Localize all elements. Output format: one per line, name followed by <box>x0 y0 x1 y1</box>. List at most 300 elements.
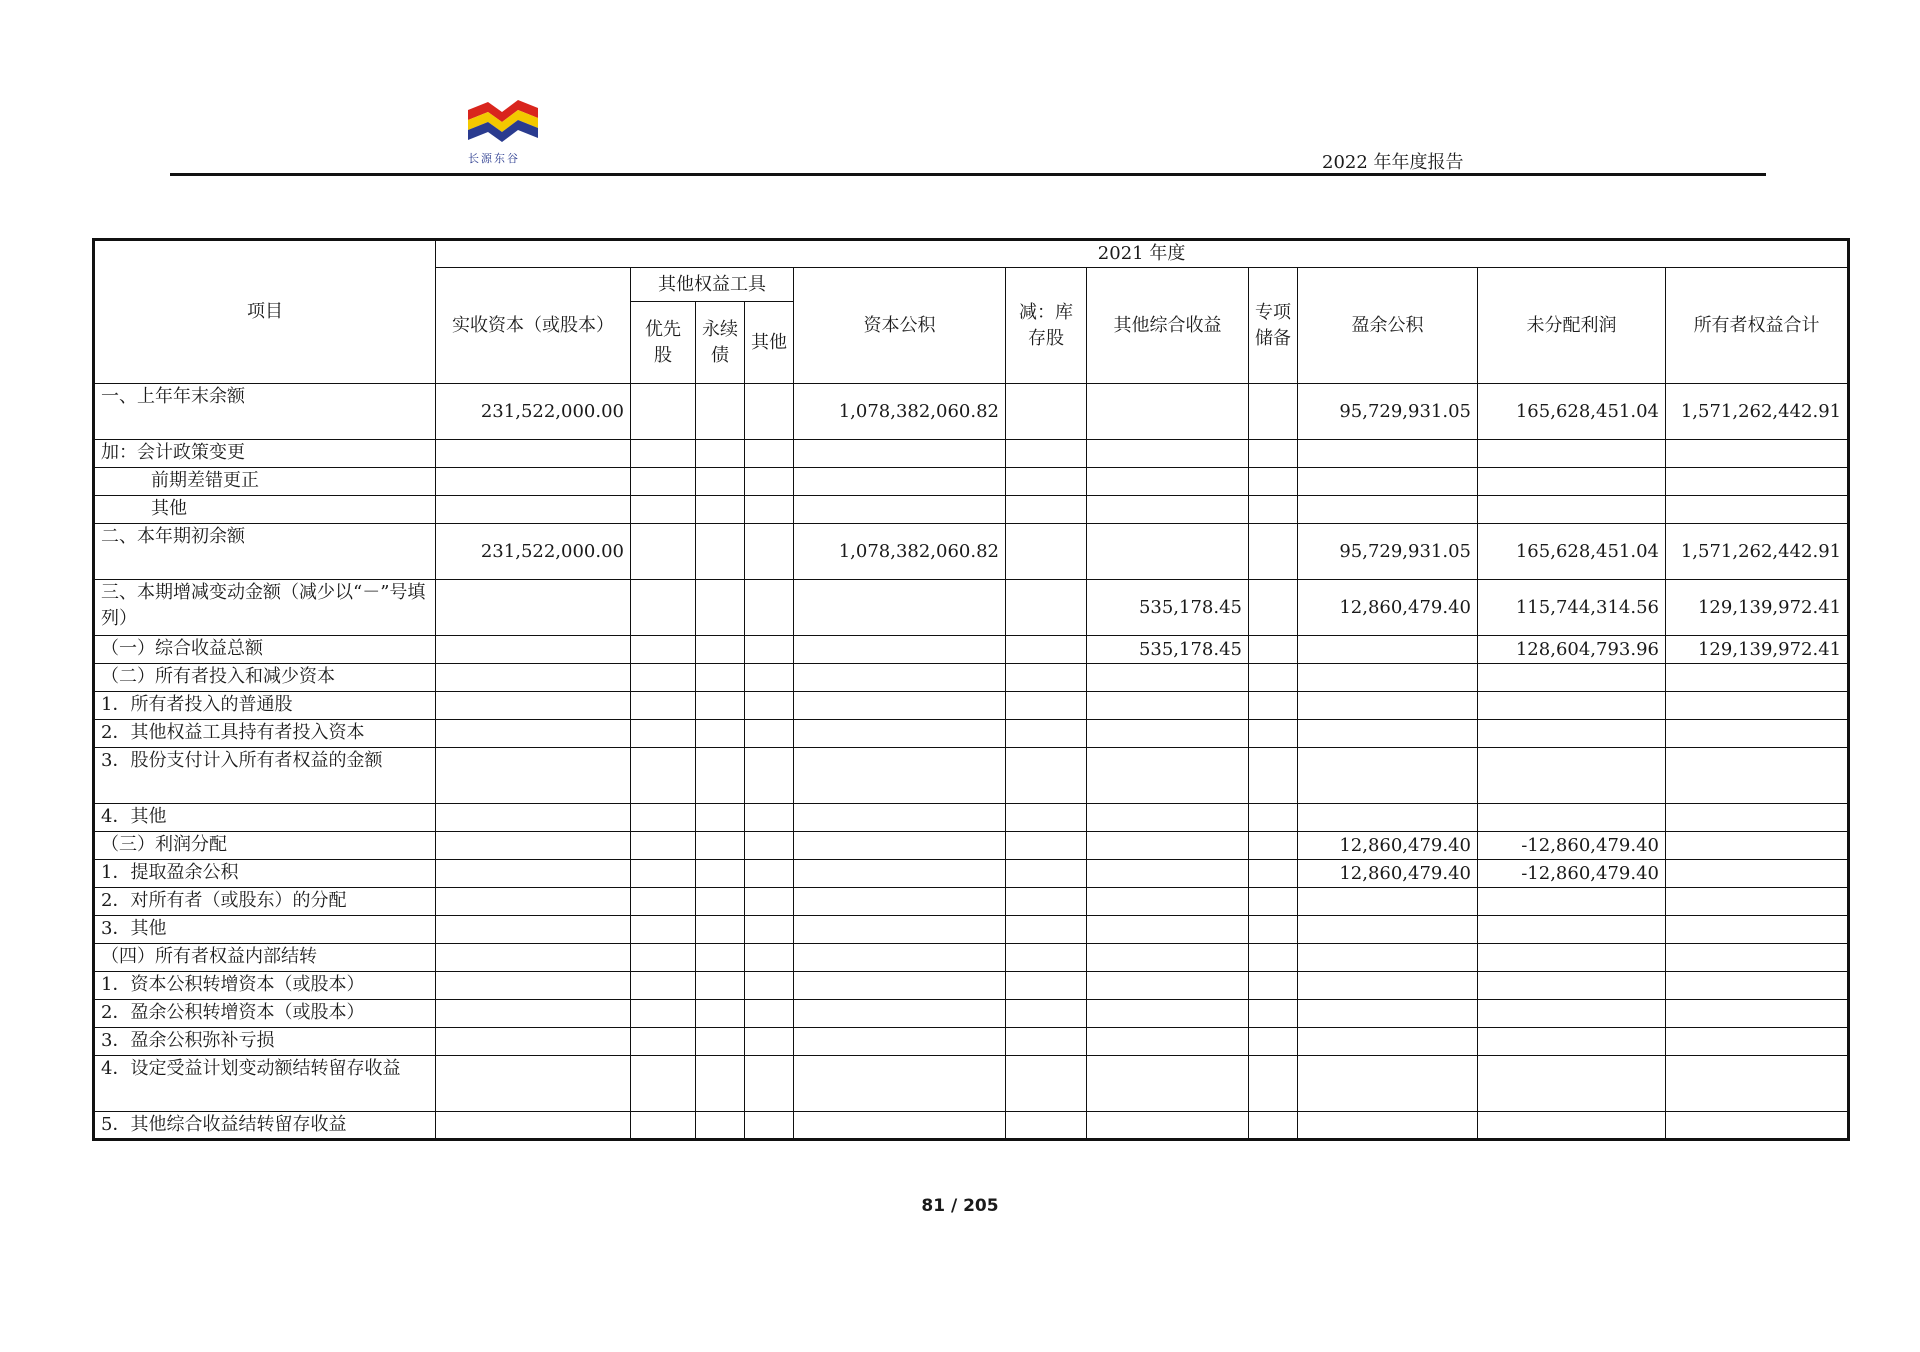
col-header-treasury-stock: 减：库存股 <box>1006 268 1087 384</box>
value-cell <box>1249 636 1298 664</box>
value-cell <box>794 804 1006 832</box>
value-cell <box>696 496 745 524</box>
value-cell <box>631 916 696 944</box>
value-cell <box>1006 832 1087 860</box>
value-cell <box>794 748 1006 804</box>
value-cell <box>745 664 794 692</box>
value-cell <box>696 580 745 636</box>
value-cell <box>1249 496 1298 524</box>
table-row <box>94 804 1849 832</box>
table-row <box>94 916 1849 944</box>
value-cell <box>1249 888 1298 916</box>
table-row <box>94 580 1849 636</box>
value-cell <box>1006 916 1087 944</box>
value-cell <box>1298 1028 1478 1056</box>
value-cell <box>696 972 745 1000</box>
row-label: 三、本期增减变动金额（减少以“－”号填列） <box>94 580 436 636</box>
value-cell <box>1006 860 1087 888</box>
page-number: 81 / 205 <box>921 1196 999 1216</box>
value-cell <box>631 524 696 580</box>
value-cell <box>696 664 745 692</box>
value-cell <box>1298 468 1478 496</box>
value-cell <box>745 440 794 468</box>
row-label: 2．盈余公积转增资本（或股本） <box>94 1000 436 1028</box>
value-cell <box>1666 1000 1849 1028</box>
value-cell <box>696 944 745 972</box>
value-cell <box>436 916 631 944</box>
table-row <box>94 496 1849 524</box>
value-cell: 1,571,262,442.91 <box>1666 384 1849 440</box>
value-cell <box>1249 832 1298 860</box>
value-cell <box>696 748 745 804</box>
value-cell <box>1298 748 1478 804</box>
value-cell <box>794 944 1006 972</box>
report-title: 2022 年年度报告 <box>1322 152 1464 173</box>
value-cell <box>794 1056 1006 1112</box>
row-label: （一）综合收益总额 <box>94 636 436 664</box>
value-cell <box>436 804 631 832</box>
value-cell <box>436 636 631 664</box>
value-cell <box>1478 440 1666 468</box>
row-label: 1．所有者投入的普通股 <box>94 692 436 720</box>
table-row <box>94 860 1849 888</box>
value-cell <box>1666 1028 1849 1056</box>
value-cell <box>1087 832 1249 860</box>
row-label: 1．提取盈余公积 <box>94 860 436 888</box>
value-cell <box>745 496 794 524</box>
row-label: 2．对所有者（或股东）的分配 <box>94 888 436 916</box>
value-cell <box>1087 1028 1249 1056</box>
value-cell <box>631 972 696 1000</box>
value-cell <box>1087 468 1249 496</box>
value-cell <box>1249 664 1298 692</box>
value-cell <box>1666 804 1849 832</box>
value-cell <box>1006 440 1087 468</box>
value-cell <box>1249 1112 1298 1140</box>
table-row <box>94 692 1849 720</box>
value-cell <box>1006 1000 1087 1028</box>
value-cell <box>794 636 1006 664</box>
value-cell: 12,860,479.40 <box>1298 860 1478 888</box>
value-cell <box>794 720 1006 748</box>
table-row <box>94 1028 1849 1056</box>
table-row <box>94 1112 1849 1140</box>
row-label: 4．设定受益计划变动额结转留存收益 <box>94 1056 436 1112</box>
value-cell <box>436 888 631 916</box>
value-cell <box>745 916 794 944</box>
value-cell <box>631 384 696 440</box>
col-header-oci: 其他综合收益 <box>1087 268 1249 384</box>
value-cell <box>1006 692 1087 720</box>
value-cell <box>1087 664 1249 692</box>
value-cell <box>631 636 696 664</box>
value-cell <box>436 1056 631 1112</box>
table-row <box>94 944 1849 972</box>
value-cell: 12,860,479.40 <box>1298 832 1478 860</box>
value-cell <box>745 944 794 972</box>
value-cell <box>1666 860 1849 888</box>
value-cell <box>1087 1056 1249 1112</box>
value-cell <box>1087 1112 1249 1140</box>
value-cell <box>745 972 794 1000</box>
value-cell <box>1298 804 1478 832</box>
value-cell <box>1666 1056 1849 1112</box>
value-cell <box>1478 916 1666 944</box>
table-row <box>94 1000 1849 1028</box>
value-cell <box>1666 916 1849 944</box>
value-cell <box>1087 440 1249 468</box>
value-cell: -12,860,479.40 <box>1478 832 1666 860</box>
value-cell <box>1478 888 1666 916</box>
value-cell <box>696 384 745 440</box>
value-cell <box>1298 1056 1478 1112</box>
value-cell <box>436 1000 631 1028</box>
col-header-preferred: 优先股 <box>631 302 696 384</box>
value-cell <box>631 496 696 524</box>
value-cell <box>1249 580 1298 636</box>
table-row <box>94 664 1849 692</box>
value-cell <box>696 1028 745 1056</box>
value-cell: 231,522,000.00 <box>436 524 631 580</box>
value-cell <box>1478 720 1666 748</box>
value-cell <box>745 1112 794 1140</box>
table-row <box>94 720 1849 748</box>
value-cell <box>696 916 745 944</box>
value-cell <box>1298 636 1478 664</box>
value-cell <box>436 692 631 720</box>
value-cell <box>1249 384 1298 440</box>
value-cell <box>1249 720 1298 748</box>
value-cell <box>1087 888 1249 916</box>
value-cell <box>631 888 696 916</box>
value-cell <box>1006 468 1087 496</box>
value-cell <box>1006 664 1087 692</box>
value-cell <box>1087 720 1249 748</box>
value-cell <box>794 692 1006 720</box>
value-cell <box>436 440 631 468</box>
col-header-other-equity-tools: 其他权益工具 <box>631 268 794 302</box>
value-cell <box>1249 944 1298 972</box>
value-cell <box>436 468 631 496</box>
col-header-retained-earnings: 未分配利润 <box>1478 268 1666 384</box>
value-cell <box>1006 944 1087 972</box>
value-cell <box>696 832 745 860</box>
value-cell <box>745 860 794 888</box>
value-cell <box>631 804 696 832</box>
value-cell <box>696 1112 745 1140</box>
value-cell <box>745 888 794 916</box>
flag-logo-icon <box>466 96 540 152</box>
value-cell <box>1006 748 1087 804</box>
value-cell <box>631 1056 696 1112</box>
value-cell <box>1478 692 1666 720</box>
value-cell <box>631 1028 696 1056</box>
table-row <box>94 468 1849 496</box>
value-cell: 231,522,000.00 <box>436 384 631 440</box>
row-label: 2．其他权益工具持有者投入资本 <box>94 720 436 748</box>
row-label: 二、本年期初余额 <box>94 524 436 580</box>
value-cell <box>631 692 696 720</box>
table-row <box>94 384 1849 440</box>
value-cell <box>1666 720 1849 748</box>
value-cell <box>1087 944 1249 972</box>
value-cell: -12,860,479.40 <box>1478 860 1666 888</box>
value-cell <box>1666 944 1849 972</box>
value-cell <box>745 748 794 804</box>
value-cell <box>1666 468 1849 496</box>
value-cell <box>1478 1056 1666 1112</box>
value-cell <box>1249 1028 1298 1056</box>
value-cell <box>1298 664 1478 692</box>
value-cell <box>1666 496 1849 524</box>
col-header-paid-in-capital: 实收资本（或股本） <box>436 268 631 384</box>
table-row <box>94 636 1849 664</box>
value-cell <box>1006 1028 1087 1056</box>
value-cell <box>1249 916 1298 944</box>
value-cell <box>745 468 794 496</box>
value-cell: 129,139,972.41 <box>1666 580 1849 636</box>
value-cell <box>1298 1112 1478 1140</box>
logo-caption: 长源东谷 <box>468 152 520 165</box>
value-cell <box>696 1000 745 1028</box>
value-cell <box>631 832 696 860</box>
value-cell <box>1666 748 1849 804</box>
table-row <box>94 972 1849 1000</box>
value-cell <box>794 468 1006 496</box>
value-cell <box>745 580 794 636</box>
value-cell <box>1478 804 1666 832</box>
value-cell <box>1006 1056 1087 1112</box>
value-cell: 1,571,262,442.91 <box>1666 524 1849 580</box>
value-cell <box>1666 1112 1849 1140</box>
value-cell <box>1006 524 1087 580</box>
value-cell <box>1006 580 1087 636</box>
value-cell <box>436 1112 631 1140</box>
col-header-surplus-reserve: 盈余公积 <box>1298 268 1478 384</box>
value-cell <box>1478 496 1666 524</box>
value-cell <box>1006 720 1087 748</box>
value-cell <box>1249 524 1298 580</box>
value-cell <box>1666 888 1849 916</box>
value-cell <box>1087 748 1249 804</box>
value-cell <box>1478 664 1666 692</box>
value-cell <box>1298 972 1478 1000</box>
value-cell <box>631 440 696 468</box>
value-cell <box>696 1056 745 1112</box>
col-header-perpetual: 永续债 <box>696 302 745 384</box>
value-cell <box>1249 972 1298 1000</box>
value-cell <box>696 888 745 916</box>
value-cell <box>631 748 696 804</box>
value-cell <box>631 860 696 888</box>
value-cell: 1,078,382,060.82 <box>794 524 1006 580</box>
value-cell <box>1249 804 1298 832</box>
value-cell <box>1478 1028 1666 1056</box>
value-cell <box>1006 1112 1087 1140</box>
table-row <box>94 888 1849 916</box>
value-cell <box>696 692 745 720</box>
value-cell <box>1666 972 1849 1000</box>
value-cell <box>1249 692 1298 720</box>
value-cell <box>631 1000 696 1028</box>
value-cell: 165,628,451.04 <box>1478 384 1666 440</box>
value-cell <box>745 692 794 720</box>
table-row <box>94 1056 1849 1112</box>
value-cell <box>1478 972 1666 1000</box>
value-cell <box>745 524 794 580</box>
value-cell: 128,604,793.96 <box>1478 636 1666 664</box>
value-cell <box>1298 888 1478 916</box>
row-label: 前期差错更正 <box>94 468 436 496</box>
table-body <box>94 384 1849 1140</box>
value-cell <box>745 384 794 440</box>
value-cell <box>631 468 696 496</box>
value-cell <box>436 944 631 972</box>
row-label: 加：会计政策变更 <box>94 440 436 468</box>
value-cell <box>745 1000 794 1028</box>
value-cell <box>1298 944 1478 972</box>
col-header-capital-reserve: 资本公积 <box>794 268 1006 384</box>
row-label: （三）利润分配 <box>94 832 436 860</box>
col-header-total-equity: 所有者权益合计 <box>1666 268 1849 384</box>
value-cell: 165,628,451.04 <box>1478 524 1666 580</box>
value-cell <box>1087 384 1249 440</box>
value-cell <box>1666 692 1849 720</box>
value-cell: 12,860,479.40 <box>1298 580 1478 636</box>
value-cell <box>696 804 745 832</box>
value-cell <box>1006 804 1087 832</box>
value-cell <box>794 496 1006 524</box>
value-cell <box>1087 860 1249 888</box>
value-cell <box>1087 524 1249 580</box>
value-cell: 129,139,972.41 <box>1666 636 1849 664</box>
col-header-special-reserve: 专项储备 <box>1249 268 1298 384</box>
value-cell <box>631 580 696 636</box>
value-cell: 535,178.45 <box>1087 636 1249 664</box>
value-cell: 95,729,931.05 <box>1298 524 1478 580</box>
value-cell <box>1298 496 1478 524</box>
value-cell <box>794 972 1006 1000</box>
row-label: 3．其他 <box>94 916 436 944</box>
value-cell <box>745 636 794 664</box>
header-divider <box>170 173 1766 176</box>
table-row <box>94 440 1849 468</box>
value-cell <box>1006 496 1087 524</box>
value-cell <box>1298 720 1478 748</box>
value-cell <box>794 664 1006 692</box>
value-cell <box>794 580 1006 636</box>
value-cell <box>1298 1000 1478 1028</box>
value-cell: 95,729,931.05 <box>1298 384 1478 440</box>
row-label: （二）所有者投入和减少资本 <box>94 664 436 692</box>
value-cell <box>1478 1000 1666 1028</box>
row-label: 3．股份支付计入所有者权益的金额 <box>94 748 436 804</box>
value-cell <box>1249 468 1298 496</box>
row-label: 5．其他综合收益结转留存收益 <box>94 1112 436 1140</box>
value-cell <box>1478 748 1666 804</box>
row-label: （四）所有者权益内部结转 <box>94 944 436 972</box>
value-cell <box>436 748 631 804</box>
value-cell <box>794 888 1006 916</box>
value-cell <box>1298 440 1478 468</box>
col-header-other-tool: 其他 <box>745 302 794 384</box>
value-cell <box>436 580 631 636</box>
value-cell <box>1478 944 1666 972</box>
value-cell <box>1666 664 1849 692</box>
value-cell <box>1087 804 1249 832</box>
value-cell <box>696 524 745 580</box>
value-cell: 1,078,382,060.82 <box>794 384 1006 440</box>
value-cell <box>436 860 631 888</box>
value-cell <box>1666 440 1849 468</box>
value-cell <box>794 832 1006 860</box>
value-cell <box>631 720 696 748</box>
value-cell <box>1249 748 1298 804</box>
value-cell <box>436 720 631 748</box>
value-cell <box>1087 692 1249 720</box>
value-cell <box>631 1112 696 1140</box>
value-cell <box>696 468 745 496</box>
value-cell <box>696 636 745 664</box>
value-cell <box>1249 1056 1298 1112</box>
value-cell <box>794 440 1006 468</box>
value-cell <box>1298 692 1478 720</box>
value-cell <box>436 664 631 692</box>
value-cell <box>1249 1000 1298 1028</box>
value-cell <box>1006 636 1087 664</box>
value-cell <box>1087 1000 1249 1028</box>
value-cell <box>696 860 745 888</box>
value-cell <box>631 944 696 972</box>
value-cell <box>1478 1112 1666 1140</box>
value-cell <box>745 1028 794 1056</box>
row-label: 4．其他 <box>94 804 436 832</box>
row-label: 其他 <box>94 496 436 524</box>
value-cell <box>1006 888 1087 916</box>
row-label: 1．资本公积转增资本（或股本） <box>94 972 436 1000</box>
value-cell <box>1006 972 1087 1000</box>
value-cell: 115,744,314.56 <box>1478 580 1666 636</box>
value-cell <box>794 916 1006 944</box>
value-cell <box>794 1112 1006 1140</box>
value-cell <box>436 1028 631 1056</box>
table-row <box>94 748 1849 804</box>
value-cell <box>696 720 745 748</box>
table-row <box>94 832 1849 860</box>
value-cell <box>1087 496 1249 524</box>
value-cell <box>1087 972 1249 1000</box>
value-cell <box>745 804 794 832</box>
value-cell <box>436 832 631 860</box>
value-cell <box>794 1000 1006 1028</box>
value-cell <box>1666 832 1849 860</box>
value-cell <box>745 720 794 748</box>
col-header-item: 项目 <box>94 240 436 384</box>
value-cell <box>436 496 631 524</box>
value-cell <box>1249 440 1298 468</box>
value-cell <box>745 832 794 860</box>
value-cell: 535,178.45 <box>1087 580 1249 636</box>
value-cell <box>1478 468 1666 496</box>
year-header: 2021 年度 <box>436 240 1849 268</box>
value-cell <box>794 860 1006 888</box>
row-label: 一、上年年末余额 <box>94 384 436 440</box>
row-label: 3．盈余公积弥补亏损 <box>94 1028 436 1056</box>
value-cell <box>1249 860 1298 888</box>
value-cell <box>631 664 696 692</box>
value-cell <box>696 440 745 468</box>
value-cell <box>745 1056 794 1112</box>
